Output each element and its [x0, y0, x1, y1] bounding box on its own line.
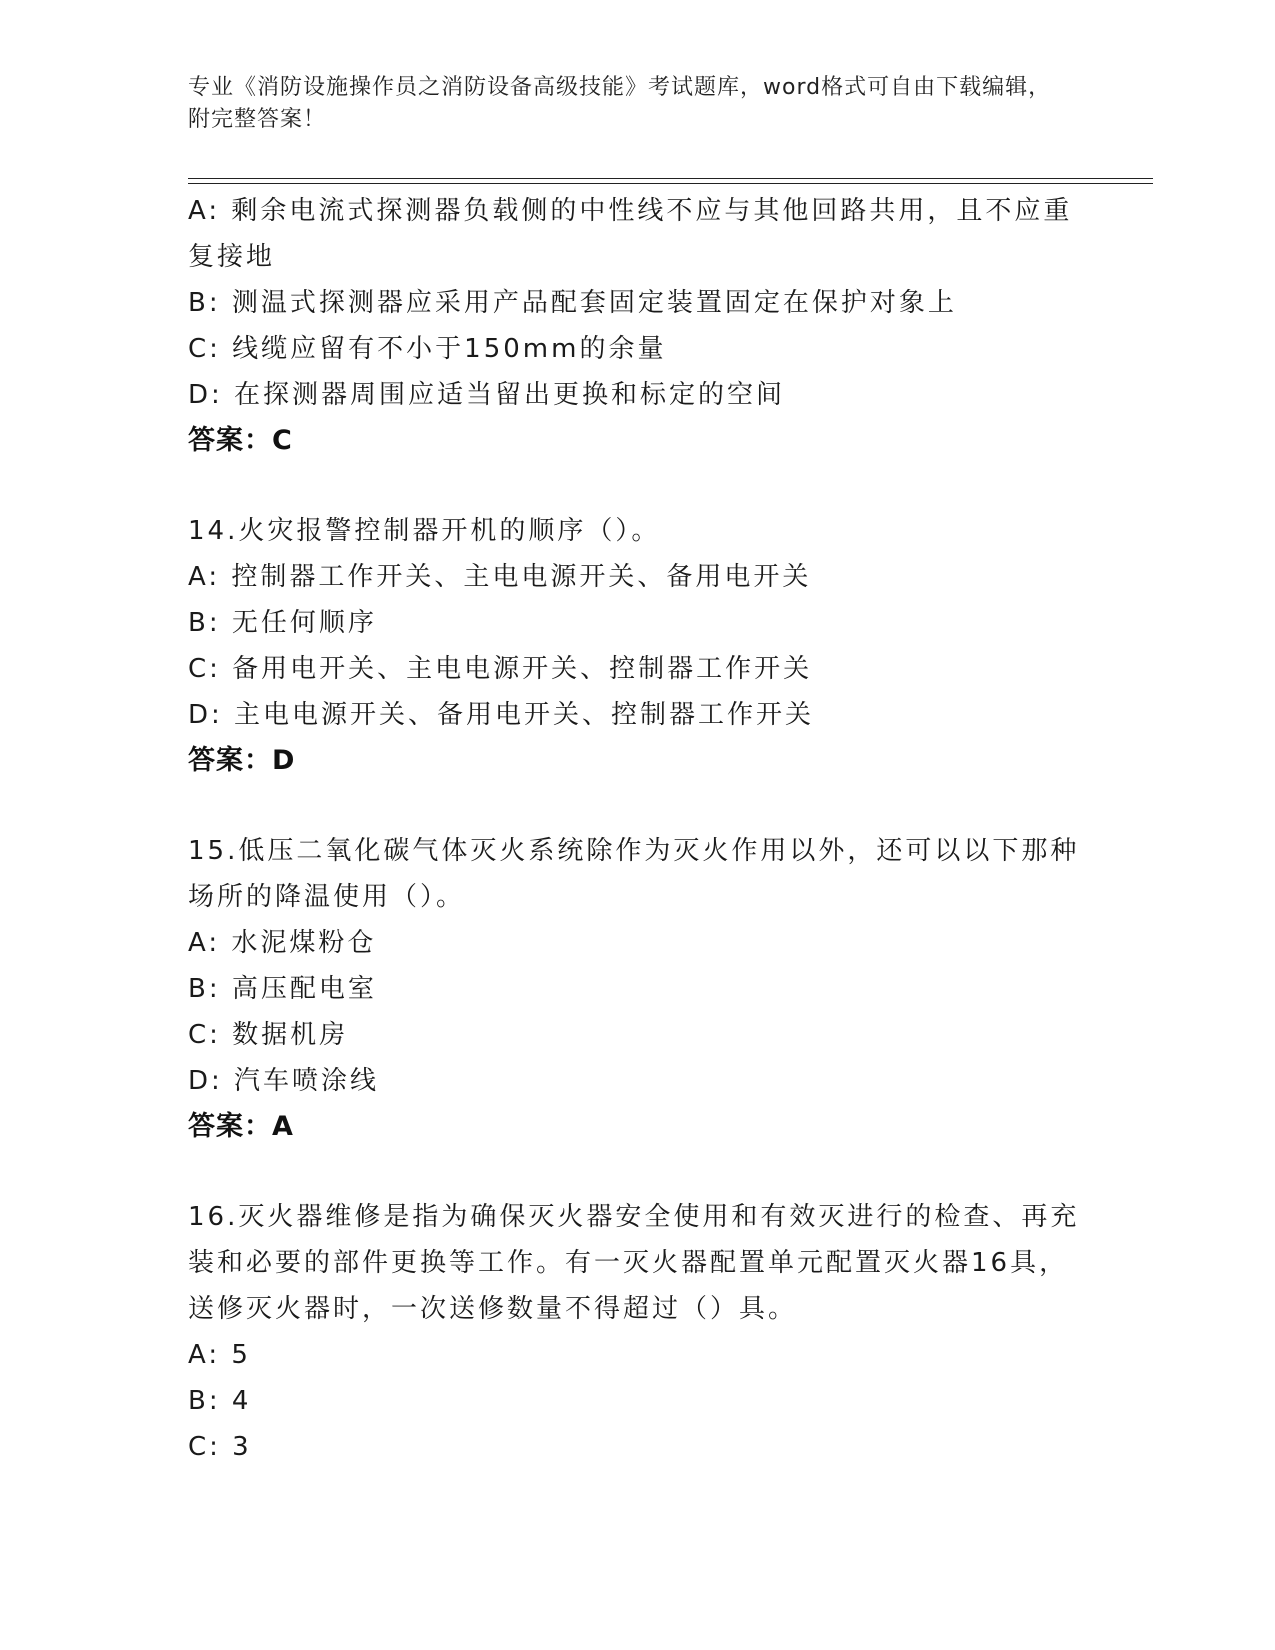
question-15 [188, 828, 1088, 1150]
option-c: C: 数据机房 [188, 1020, 349, 1050]
option-c: C: 备用电开关、主电电源开关、控制器工作开关 [188, 654, 813, 684]
document-header: 专业《消防设施操作员之消防设备高级技能》考试题库，word格式可自由下载编辑，附完整答案！ [188, 75, 1052, 132]
question-13 [188, 188, 1088, 464]
option-a: A: 剩余电流式探测器负载侧的中性线不应与其他回路共用，且不应重复接地 [188, 196, 1073, 272]
option-d: D: 主电电源开关、备用电开关、控制器工作开关 [188, 700, 815, 730]
option-a: A: 水泥煤粉仓 [188, 928, 377, 958]
header-divider-bottom [188, 183, 1153, 184]
option-b: B: 4 [188, 1386, 252, 1416]
option-d: D: 汽车喷涂线 [188, 1066, 380, 1096]
option-c: C: 3 [188, 1432, 252, 1462]
option-a: A: 5 [188, 1340, 251, 1370]
header-divider-top [188, 178, 1153, 179]
option-b: B: 无任何顺序 [188, 608, 377, 638]
question-16 [188, 1194, 1088, 1470]
option-a: A: 控制器工作开关、主电电源开关、备用电开关 [188, 562, 812, 592]
option-b: B: 测温式探测器应采用产品配套固定装置固定在保护对象上 [188, 288, 957, 318]
question-14 [188, 508, 1088, 784]
question-list [188, 188, 1088, 1470]
option-d: D: 在探测器周围应适当留出更换和标定的空间 [188, 380, 786, 410]
answer: 答案：A [188, 1111, 294, 1142]
option-c: C: 线缆应留有不小于150mm的余量 [188, 334, 667, 364]
answer: 答案：D [188, 745, 296, 776]
question-text: 16.灭火器维修是指为确保灭火器安全使用和有效灭进行的检查、再充装和必要的部件更换等工作。有一灭火器配置单元配置灭火器16具，送修灭火器时，一次送修数量不得超过（）具。 [188, 1202, 1080, 1324]
question-text: 15.低压二氧化碳气体灭火系统除作为灭火作用以外，还可以以下那种场所的降温使用（）。 [188, 836, 1080, 912]
option-b: B: 高压配电室 [188, 974, 377, 1004]
answer: 答案：C [188, 425, 293, 456]
question-text: 14.火灾报警控制器开机的顺序（）。 [188, 516, 661, 546]
